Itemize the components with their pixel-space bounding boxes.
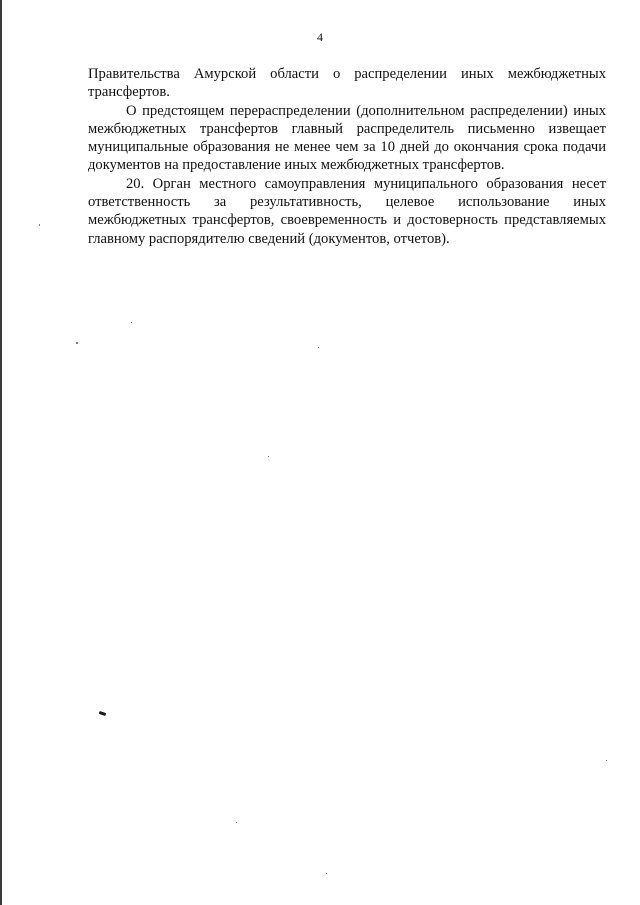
scan-artifact-mark: [99, 711, 107, 716]
scan-edge-line: [0, 0, 2, 905]
scan-speck: [268, 456, 269, 457]
scan-speck: [236, 822, 237, 823]
document-body: [88, 65, 606, 248]
scan-speck: [606, 760, 607, 761]
page-number: 4: [317, 30, 323, 44]
scan-speck: [318, 347, 319, 348]
scan-speck: [326, 873, 327, 874]
scan-speck: [131, 322, 132, 323]
paragraph-continuation: Правительства Амурской области о распределении иных межбюджетных трансфертов.: [88, 66, 606, 101]
scan-speck: [76, 342, 78, 344]
scan-speck: [39, 224, 40, 226]
paragraph-20-responsibility: 20. Орган местного самоуправления муниципального образования несет ответственность за результативность, целевое использование иных межбюджетных трансфертов, своевременность и достоверность представляемых главному распорядителю сведений (документов, отчетов).: [88, 175, 606, 247]
paragraph-redistribution-notice: О предстоящем перераспределении (дополнительном распределении) иных межбюджетных трансфертов главный распределитель письменно извещает муниципальные образования не менее чем за 10 дней до окончания срока подачи документов на предоставление иных межбюджетных трансфертов.: [88, 102, 606, 174]
